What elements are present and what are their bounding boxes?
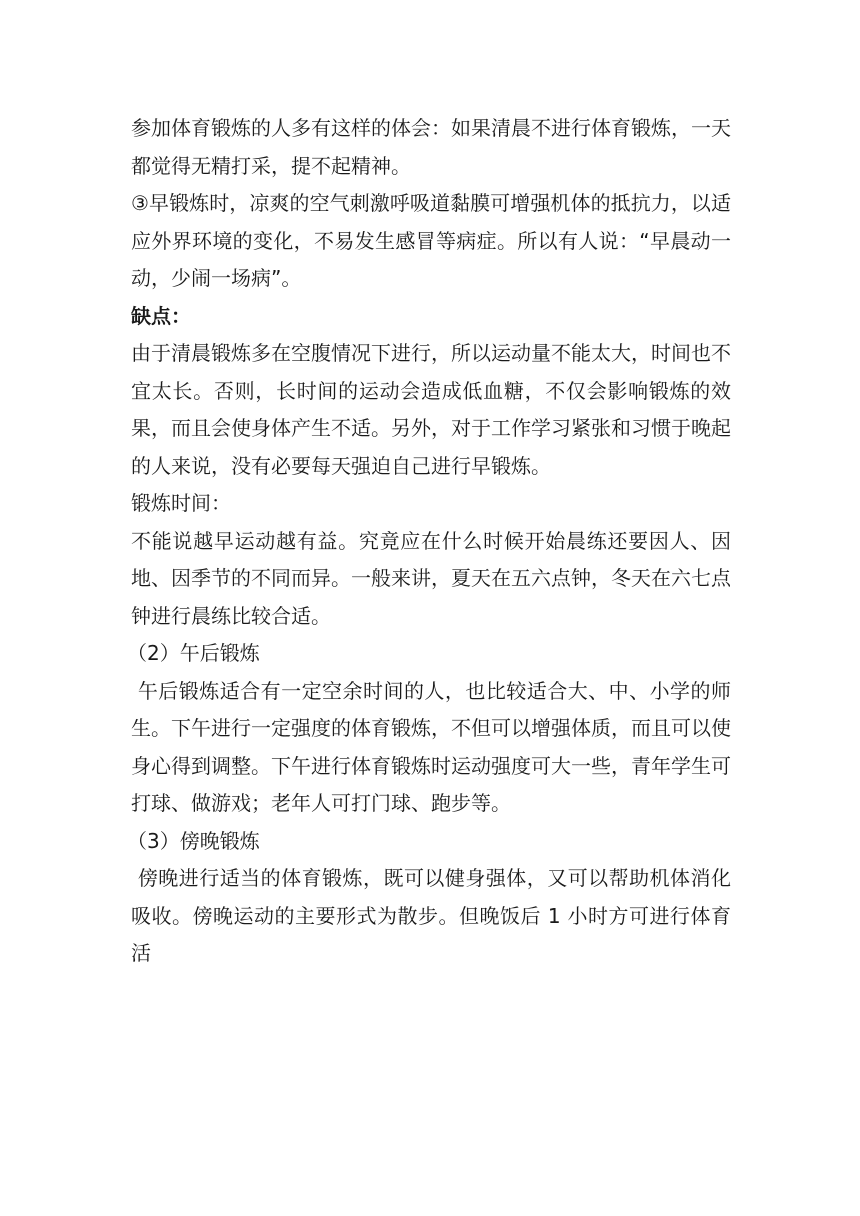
heading-afternoon-exercise: （2）午后锻炼 xyxy=(127,641,260,665)
paragraph-afternoon-text: 午后锻炼适合有一定空余时间的人，也比较适合大、中、小学的师生。下午进行一定强度的体育锻炼，不但可以增强体质，而且可以使身心得到调整。下午进行体育锻炼时运动强度可大一些，青年学生可打球、做游戏；老年人可打门球、跑步等。 xyxy=(131,678,731,815)
heading-evening-exercise: （3）傍晚锻炼 xyxy=(127,828,260,853)
paragraph-exercise-time-text: 不能说越早运动越有益。究竟应在什么时候开始晨练还要因人、因地、因季节的不同而异。一般来讲，夏天在五六点钟，冬天在六七点钟进行晨练比较合适。 xyxy=(131,528,731,628)
heading-exercise-time: 锻炼时间： xyxy=(131,491,231,515)
paragraph-point-3-immunity: ③早锻炼时，凉爽的空气刺激呼吸道黏膜可增强机体的抵抗力，以适应外界环境的变化，不易发生感冒等病症。所以有人说：“早晨动一动，少闹一场病”。 xyxy=(131,191,731,290)
heading-disadvantages: 缺点： xyxy=(131,303,191,328)
paragraph-disadvantages-text: 由于清晨锻炼多在空腹情况下进行，所以运动量不能太大，时间也不宜太长。否则，长时间的运动会造成低血糖，不仅会影响锻炼的效果，而且会使身体产生不适。另外，对于工作学习紧张和习惯于晚起的人来说，没有必要每天强迫自己进行早锻炼。 xyxy=(131,341,731,478)
paragraph-evening-text: 傍晚进行适当的体育锻炼，既可以健身强体，又可以帮助机体消化吸收。傍晚运动的主要形式为散步。但晚饭后 1 小时方可进行体育活 xyxy=(131,866,731,965)
paragraph-morning-feeling: 参加体育锻炼的人多有这样的体会：如果清晨不进行体育锻炼，一天都觉得无精打采，提不起精神。 xyxy=(131,116,731,178)
document-body xyxy=(127,110,731,973)
